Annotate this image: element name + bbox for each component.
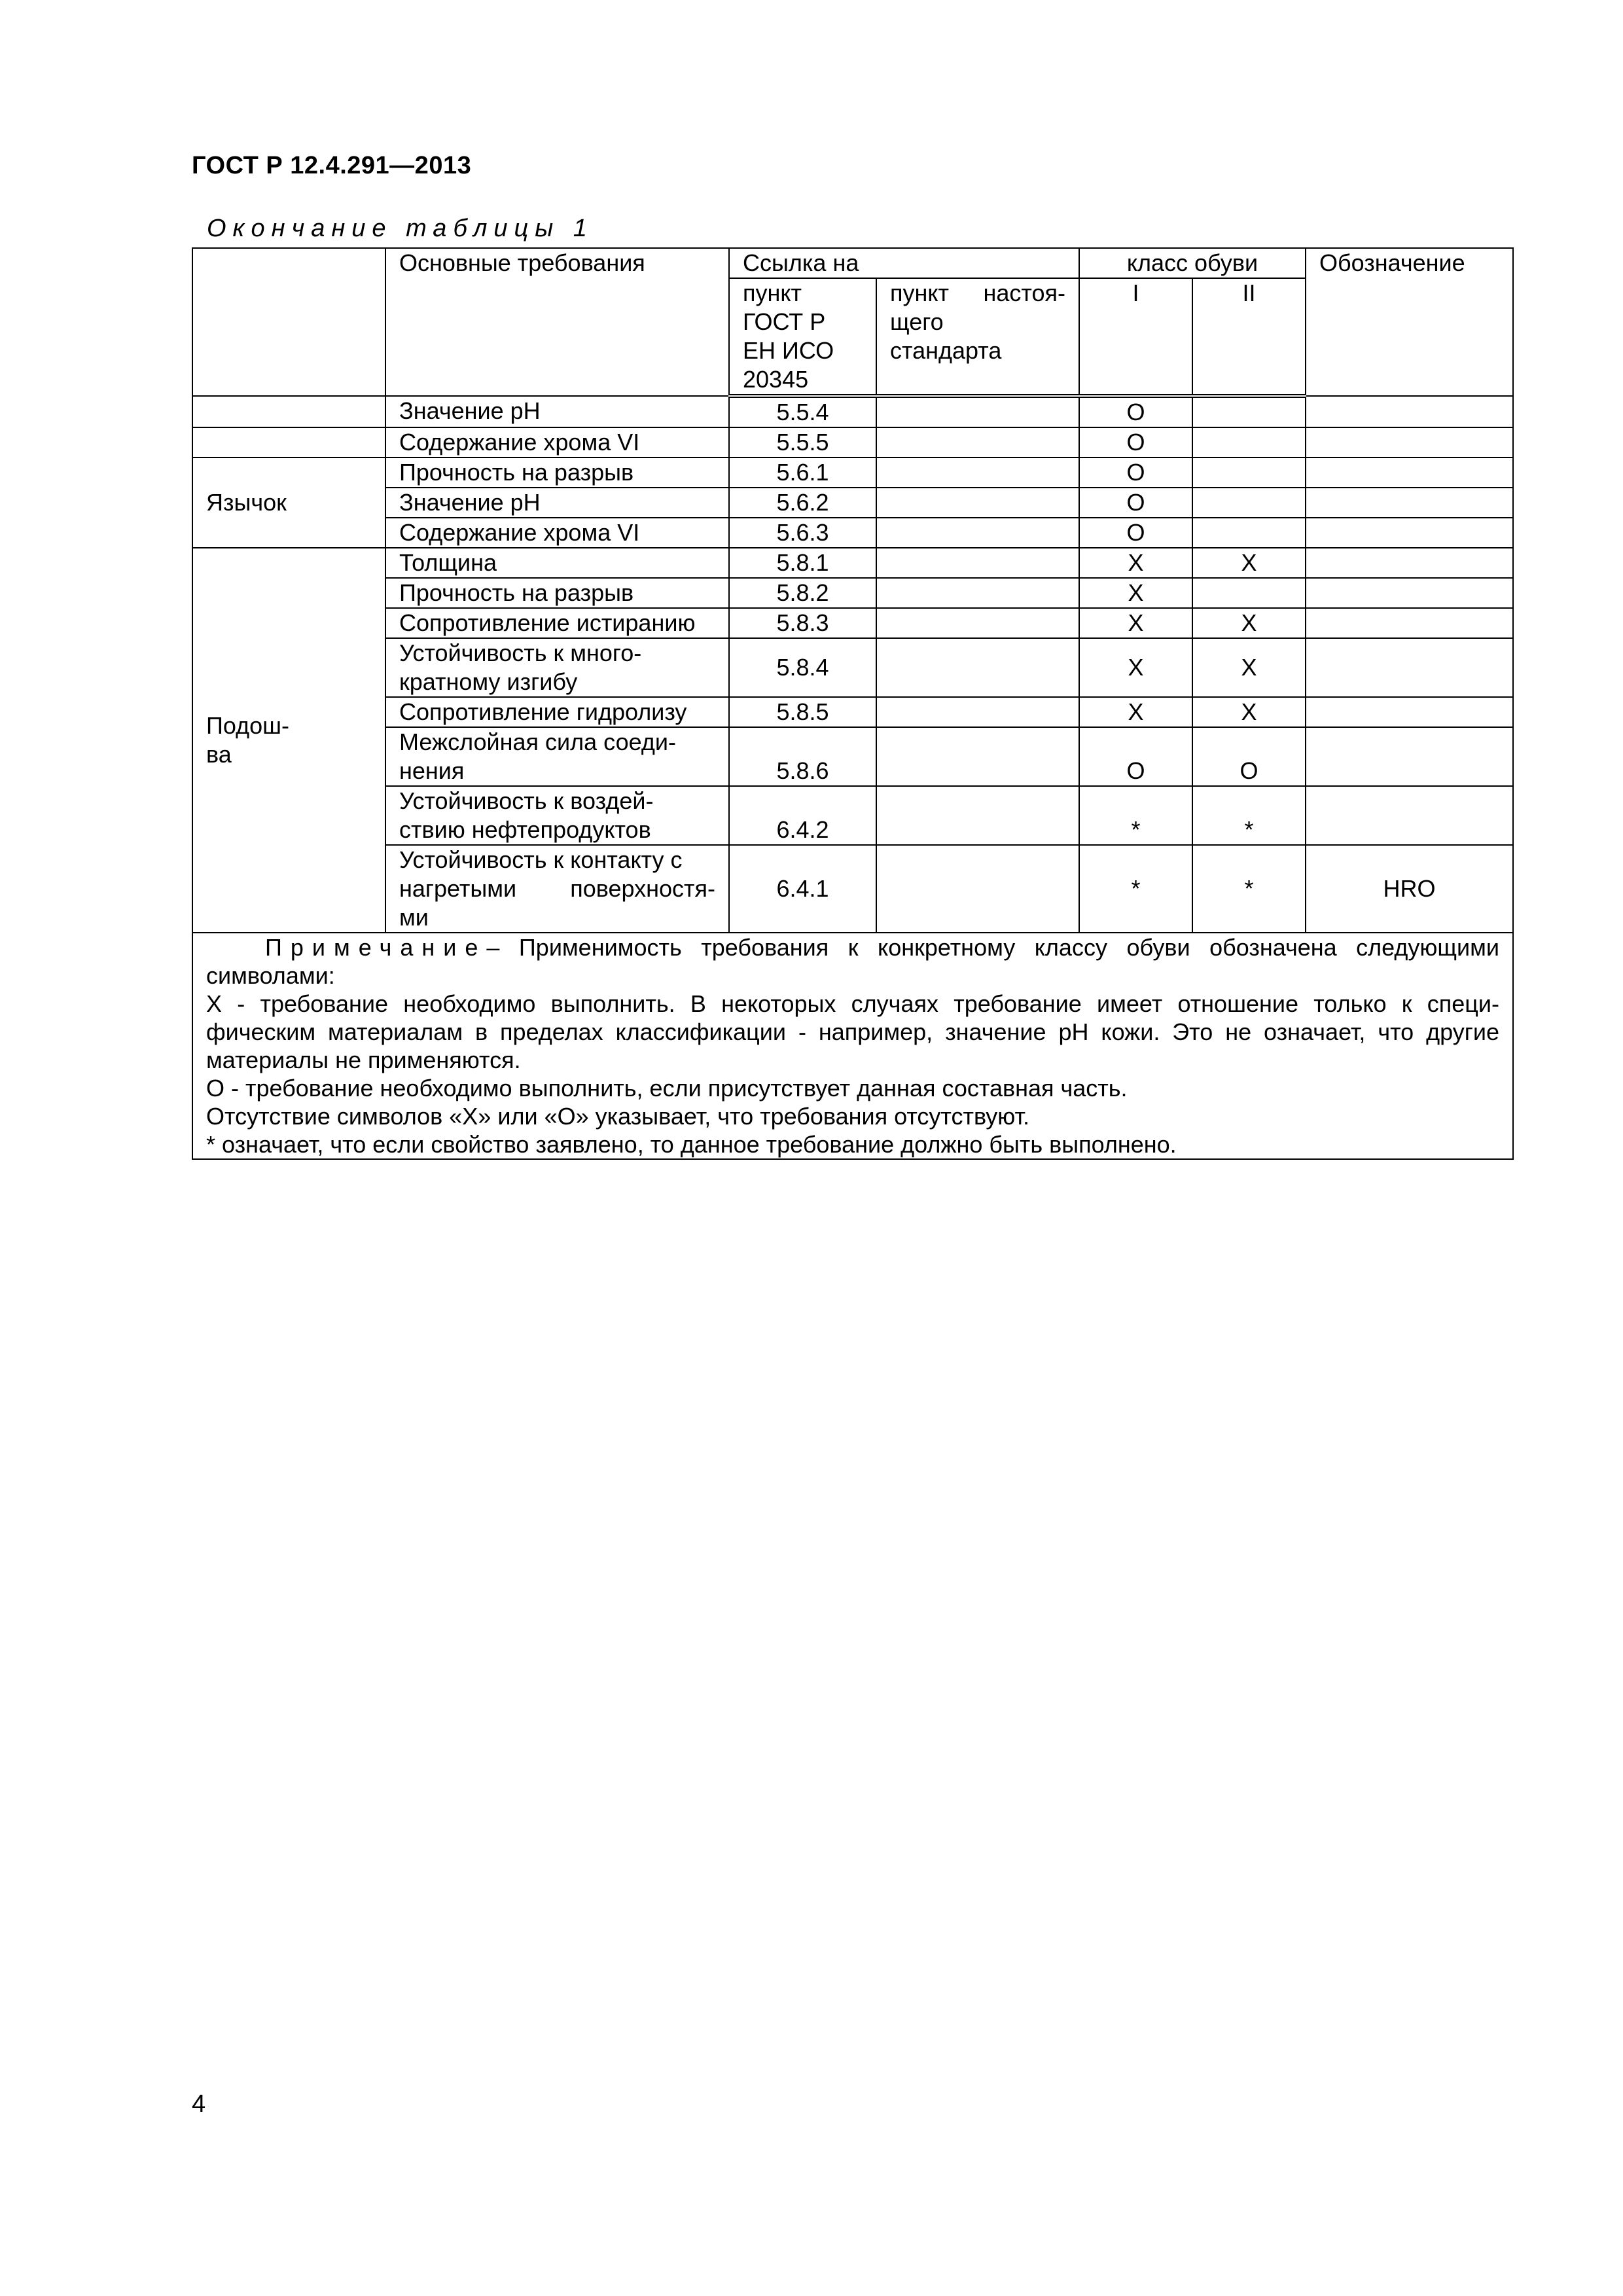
marking-cell	[1306, 518, 1513, 548]
table-row	[192, 396, 1513, 427]
requirement-cell: Содержание хрома VI	[385, 427, 729, 457]
table-row	[192, 427, 1513, 457]
requirement-line: Устойчивость к воздей-	[399, 787, 654, 814]
requirement-cell	[385, 845, 729, 933]
table-row	[192, 518, 1513, 548]
requirement-cell: Сопротивление гидролизу	[385, 697, 729, 727]
header-ref-standard	[876, 278, 1079, 396]
requirement-cell: Значение pH	[385, 396, 729, 427]
class-1-cell: *	[1079, 786, 1192, 845]
iso-ref-cell: 5.6.1	[729, 457, 876, 488]
class-1-cell: X	[1079, 548, 1192, 578]
class-2-cell	[1192, 427, 1306, 457]
header-reference: Ссылка на	[729, 248, 1079, 278]
iso-ref-cell: 5.8.3	[729, 608, 876, 638]
note-row	[192, 933, 1513, 1159]
class-2-cell: X	[1192, 608, 1306, 638]
component-sole-line: Подош-	[206, 712, 290, 739]
header-row-1	[192, 248, 1513, 278]
class-2-cell: *	[1192, 786, 1306, 845]
iso-ref-cell: 5.6.2	[729, 488, 876, 518]
std-ref-cell	[876, 697, 1079, 727]
note-o-line: O - требование необходимо выполнить, если присутствует данная составная часть.	[206, 1075, 1128, 1102]
table-row	[192, 488, 1513, 518]
iso-ref-cell: 5.8.6	[729, 727, 876, 786]
header-shoe-class: класс обуви	[1079, 248, 1306, 278]
class-2-cell	[1192, 457, 1306, 488]
table-row	[192, 727, 1513, 786]
class-2-cell	[1192, 578, 1306, 608]
class-1-cell: X	[1079, 638, 1192, 697]
header-ref-standard-line: пункт настоя-	[890, 279, 1066, 306]
marking-cell	[1306, 727, 1513, 786]
marking-cell	[1306, 488, 1513, 518]
class-2-cell: *	[1192, 845, 1306, 933]
table-row	[192, 578, 1513, 608]
document-title: ГОСТ Р 12.4.291—2013	[192, 152, 472, 179]
component-sole-line: ва	[206, 741, 232, 768]
requirements-table	[192, 247, 1514, 1160]
table-row	[192, 548, 1513, 578]
note-absence-line: Отсутствие символов «X» или «O» указывает, что требования отсутствуют.	[206, 1103, 1030, 1130]
std-ref-cell	[876, 638, 1079, 697]
iso-ref-cell: 5.8.4	[729, 638, 876, 697]
std-ref-cell	[876, 396, 1079, 427]
class-2-cell: X	[1192, 638, 1306, 697]
requirement-line: Устойчивость к много-	[399, 639, 642, 666]
std-ref-cell	[876, 578, 1079, 608]
note-title: Примечание	[265, 934, 487, 961]
marking-cell	[1306, 578, 1513, 608]
header-ref-standard-line: стандарта	[890, 337, 1002, 364]
iso-ref-cell: 5.5.4	[729, 396, 876, 427]
component-cell-sole	[192, 548, 385, 933]
requirement-line: Устойчивость к контакту с	[399, 846, 683, 873]
requirement-cell: Значение pH	[385, 488, 729, 518]
requirement-line: Межслойная сила соеди-	[399, 728, 676, 755]
class-1-cell: X	[1079, 578, 1192, 608]
marking-cell	[1306, 608, 1513, 638]
class-1-cell: O	[1079, 457, 1192, 488]
class-1-cell: O	[1079, 518, 1192, 548]
requirement-cell	[385, 786, 729, 845]
requirement-cell	[385, 638, 729, 697]
std-ref-cell	[876, 488, 1079, 518]
class-2-cell: X	[1192, 697, 1306, 727]
header-requirements: Основные требования	[385, 248, 729, 396]
requirement-line: нения	[399, 757, 465, 784]
marking-cell	[1306, 786, 1513, 845]
iso-ref-cell: 6.4.2	[729, 786, 876, 845]
table-row	[192, 608, 1513, 638]
requirement-line: кратному изгибу	[399, 668, 578, 695]
header-ref-iso-line: 20345	[743, 366, 809, 393]
marking-cell	[1306, 697, 1513, 727]
table-note	[192, 933, 1513, 1159]
header-ref-iso-line: пункт	[743, 279, 802, 306]
table-row	[192, 845, 1513, 933]
header-class-2: II	[1192, 278, 1306, 396]
std-ref-cell	[876, 518, 1079, 548]
header-ref-iso	[729, 278, 876, 396]
marking-cell	[1306, 427, 1513, 457]
class-2-cell	[1192, 518, 1306, 548]
marking-cell	[1306, 638, 1513, 697]
requirement-cell: Прочность на разрыв	[385, 578, 729, 608]
iso-ref-cell: 5.8.1	[729, 548, 876, 578]
note-intro-line	[206, 933, 1499, 961]
requirement-cell	[385, 727, 729, 786]
requirement-cell: Толщина	[385, 548, 729, 578]
component-cell-tongue: Язычок	[192, 457, 385, 548]
std-ref-cell	[876, 548, 1079, 578]
iso-ref-cell: 5.8.5	[729, 697, 876, 727]
note-star-line: * означает, что если свойство заявлено, то данное требование должно быть выполнено.	[206, 1131, 1177, 1158]
requirement-line: нагретыми поверхностя-	[399, 875, 715, 902]
class-2-cell	[1192, 396, 1306, 427]
table-caption: Окончание таблицы 1	[207, 215, 594, 242]
header-class-1: I	[1079, 278, 1192, 396]
marking-cell	[1306, 457, 1513, 488]
iso-ref-cell: 5.5.5	[729, 427, 876, 457]
header-ref-iso-line: ЕН ИСО	[743, 337, 834, 364]
requirement-cell: Содержание хрома VI	[385, 518, 729, 548]
note-x-line: материалы не применяются.	[206, 1047, 521, 1073]
std-ref-cell	[876, 727, 1079, 786]
table-row	[192, 786, 1513, 845]
class-1-cell: O	[1079, 727, 1192, 786]
std-ref-cell	[876, 786, 1079, 845]
page-number: 4	[192, 2090, 206, 2118]
component-cell	[192, 396, 385, 427]
iso-ref-cell: 5.8.2	[729, 578, 876, 608]
marking-cell	[1306, 548, 1513, 578]
std-ref-cell	[876, 427, 1079, 457]
std-ref-cell	[876, 608, 1079, 638]
requirement-cell: Сопротивление истиранию	[385, 608, 729, 638]
component-cell	[192, 427, 385, 457]
class-2-cell: X	[1192, 548, 1306, 578]
class-1-cell: O	[1079, 396, 1192, 427]
class-2-cell: O	[1192, 727, 1306, 786]
note-x-line: X - требование необходимо выполнить. В некоторых случаях требование имеет отношение только к специ-	[206, 990, 1500, 1017]
class-1-cell: O	[1079, 427, 1192, 457]
std-ref-cell	[876, 457, 1079, 488]
table-row	[192, 457, 1513, 488]
marking-cell	[1306, 396, 1513, 427]
header-marking: Обозначение	[1306, 248, 1513, 396]
class-2-cell	[1192, 488, 1306, 518]
header-ref-iso-line: ГОСТ Р	[743, 308, 826, 335]
marking-cell: HRO	[1306, 845, 1513, 933]
iso-ref-cell: 5.6.3	[729, 518, 876, 548]
class-1-cell: X	[1079, 608, 1192, 638]
iso-ref-cell: 6.4.1	[729, 845, 876, 933]
table-row	[192, 638, 1513, 697]
class-1-cell: O	[1079, 488, 1192, 518]
note-intro-line: символами:	[206, 962, 335, 989]
note-x-line: фическим материалам в пределах классификации - например, значение pH кожи. Это не означает, что другие	[206, 1018, 1500, 1045]
std-ref-cell	[876, 845, 1079, 933]
header-component-cell	[192, 248, 385, 396]
class-1-cell: X	[1079, 697, 1192, 727]
class-1-cell: *	[1079, 845, 1192, 933]
requirement-cell: Прочность на разрыв	[385, 457, 729, 488]
requirement-line: ствию нефтепродуктов	[399, 816, 651, 843]
header-ref-standard-line: щего	[890, 308, 944, 335]
note-intro: – Применимость требования к конкретному классу обуви обозначена следующими	[486, 934, 1500, 961]
requirement-line: ми	[399, 904, 429, 931]
table-row	[192, 697, 1513, 727]
